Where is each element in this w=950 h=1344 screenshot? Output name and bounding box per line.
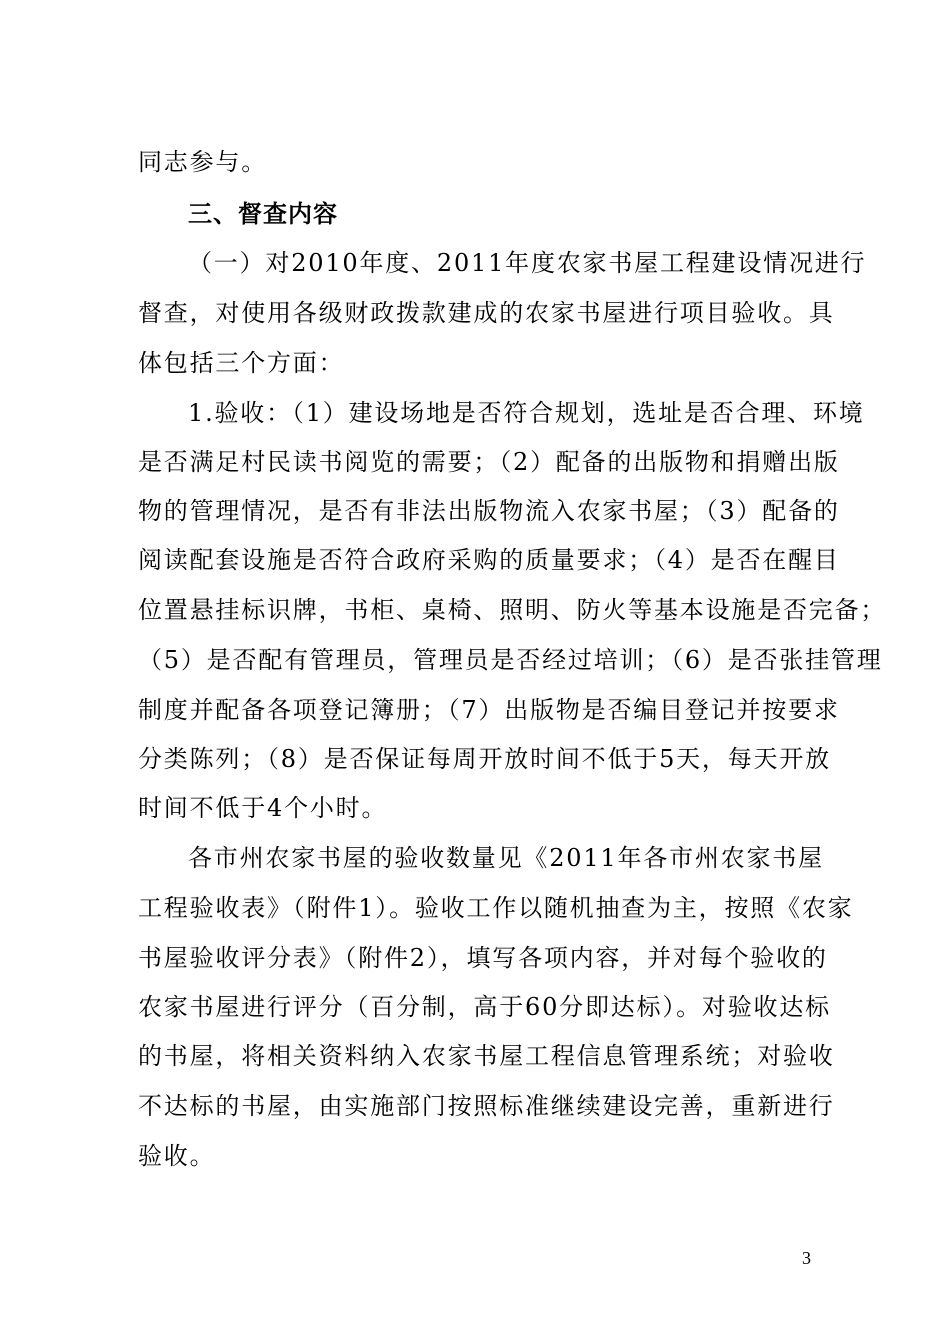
- paragraph-line: 分类陈列；（8）是否保证每周开放时间不低于5天，每天开放: [138, 745, 831, 773]
- section-heading: 三、督查内容: [188, 200, 338, 228]
- paragraph-line: 物的管理情况，是否有非法出版物流入农家书屋；（3）配备的: [138, 497, 840, 525]
- paragraph-line: 体包括三个方面：: [138, 349, 345, 377]
- page-number: 3: [802, 1248, 811, 1268]
- paragraph-line: 阅读配套设施是否符合政府采购的质量要求；（4）是否在醒目: [138, 546, 840, 574]
- paragraph-line: 同志参与。: [138, 148, 267, 176]
- paragraph-line: （5）是否配有管理员，管理员是否经过培训；（6）是否张挂管理: [138, 646, 883, 674]
- paragraph-line: 书屋验收评分表》（附件2），填写各项内容，并对每个验收的: [138, 944, 828, 972]
- paragraph-line: 不达标的书屋，由实施部门按照标准继续建设完善，重新进行: [138, 1092, 835, 1120]
- paragraph-line: 农家书屋进行评分（百分制，高于60分即达标）。对验收达标: [138, 993, 831, 1021]
- paragraph-line: 时间不低于4个小时。: [138, 794, 388, 822]
- paragraph-line: 督查，对使用各级财政拨款建成的农家书屋进行项目验收。具: [138, 299, 835, 327]
- paragraph-line: 制度并配备各项登记簿册；（7）出版物是否编目登记并按要求: [138, 696, 840, 724]
- paragraph-line: （一）对2010年度、2011年度农家书屋工程建设情况进行: [188, 249, 867, 277]
- paragraph-line: 1.验收：（1）建设场地是否符合规划，选址是否合理、环境: [188, 399, 865, 427]
- paragraph-line: 验收。: [138, 1142, 216, 1170]
- paragraph-line: 的书屋，将相关资料纳入农家书屋工程信息管理系统；对验收: [138, 1042, 835, 1070]
- paragraph-line: 是否满足村民读书阅览的需要；（2）配备的出版物和捐赠出版: [138, 448, 840, 476]
- paragraph-line: 工程验收表》（附件1）。验收工作以随机抽查为主，按照《农家: [138, 894, 854, 922]
- paragraph-line: 位置悬挂标识牌，书柜、桌椅、照明、防火等基本设施是否完备；: [138, 596, 887, 624]
- paragraph-line: 各市州农家书屋的验收数量见《2011年各市州农家书屋: [188, 844, 824, 872]
